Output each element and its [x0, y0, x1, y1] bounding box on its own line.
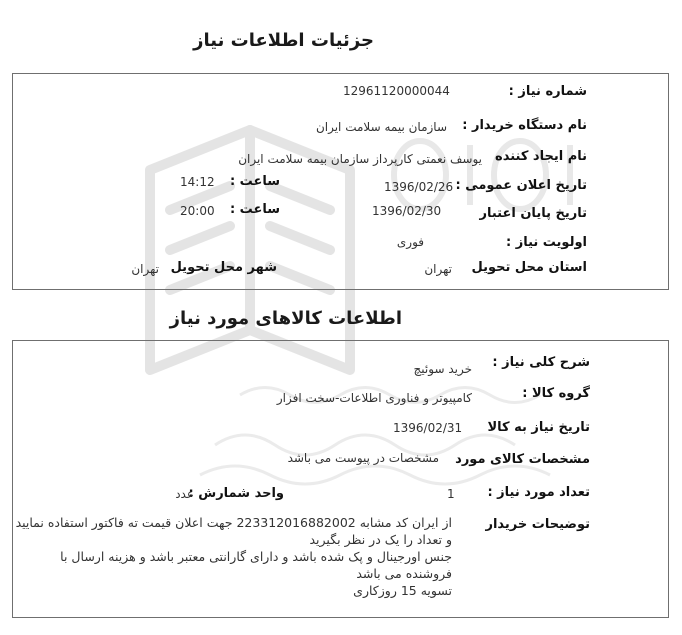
priority-value: فوری: [396, 235, 424, 249]
buyer-notes-line: تسویه 15 روزکاری: [353, 583, 452, 598]
page-title: جزئیات اطلاعات نیاز: [193, 30, 374, 51]
validity-date-value: 1396/02/30: [372, 204, 442, 218]
buyer-notes-label: توضیحات خریدار: [485, 517, 590, 532]
quantity-label: تعداد مورد نیاز :: [487, 485, 590, 500]
summary-value: خرید سوئیچ: [413, 362, 472, 376]
buyer-org-label: نام دستگاه خریدار :: [462, 118, 587, 133]
buyer-notes-line: و تعداد را یک در نظر بگیرید: [309, 532, 452, 547]
buyer-notes-line: فروشنده می باشد: [356, 566, 452, 581]
summary-label: شرح کلی نیاز :: [492, 355, 590, 370]
need-date-label: تاریخ نیاز به کالا: [487, 420, 590, 435]
quantity-value: 1: [447, 487, 455, 501]
announce-time-label: ساعت :: [229, 174, 280, 189]
validity-date-label: تاریخ پایان اعتبار: [479, 206, 587, 221]
need-number-value: 12961120000044: [343, 84, 450, 98]
creator-value: یوسف نعمتی کارپرداز سازمان بیمه سلامت ایران: [238, 152, 482, 166]
unit-label: واحد شمارش :: [188, 486, 284, 501]
buyer-notes-line: از ایران کد مشابه 223312016882002 جهت اعلان قیمت ته فاکتور استفاده نمایید: [15, 515, 452, 530]
spec-value: مشخصات در پیوست می باشد: [287, 451, 439, 465]
need-date-value: 1396/02/31: [393, 421, 463, 435]
goods-group-label: گروه کالا :: [522, 386, 590, 401]
need-number-label: شماره نیاز :: [508, 84, 587, 99]
buyer-notes-line: جنس اورجینال و پک شده باشد و دارای گارانتی معتبر باشد و هزینه ارسال با: [60, 549, 452, 564]
validity-time-value: 20:00: [180, 204, 215, 218]
city-value: تهران: [131, 262, 159, 276]
province-value: تهران: [424, 262, 452, 276]
goods-group-value: کامپیوتر و فناوری اطلاعات-سخت افزار: [276, 391, 472, 405]
validity-time-label: ساعت :: [229, 202, 280, 217]
spec-label: مشخصات کالای مورد: [455, 452, 590, 467]
announce-date-value: 1396/02/26: [384, 180, 454, 194]
announce-date-label: تاریخ اعلان عمومی :: [455, 178, 587, 193]
priority-label: اولویت نیاز :: [505, 235, 587, 250]
creator-label: نام ایجاد کننده: [495, 149, 587, 164]
announce-time-value: 14:12: [180, 175, 215, 189]
buyer-notes-text: [15, 514, 452, 599]
goods-section-title: اطلاعات کالاهای مورد نیاز: [169, 308, 402, 329]
unit-value: عدد: [175, 487, 194, 501]
buyer-org-value: سازمان بیمه سلامت ایران: [315, 120, 447, 134]
province-label: استان محل تحویل: [471, 260, 587, 275]
city-label: شهر محل تحویل: [170, 260, 277, 275]
